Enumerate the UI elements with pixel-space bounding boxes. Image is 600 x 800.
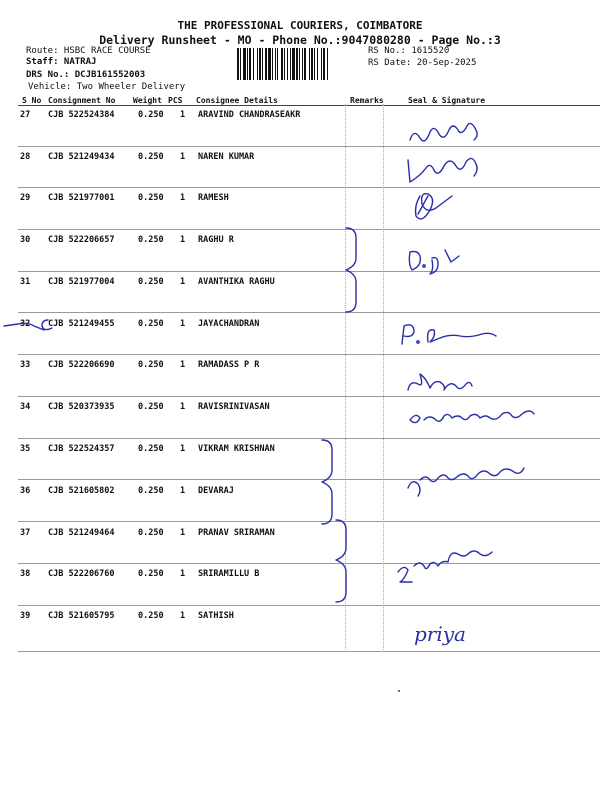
row-consignee: RAMADASS P R [198, 360, 260, 370]
row-sno: 38 [20, 569, 31, 579]
row-pcs: 1 [180, 611, 186, 621]
signature-row-39: priya [414, 622, 466, 646]
signature-row-32 [402, 325, 496, 344]
row-sno: 27 [20, 110, 31, 120]
row-weight: 0.250 [138, 528, 164, 538]
signature-row-29 [416, 194, 453, 219]
row-consignment: CJB 521249434 [48, 152, 115, 162]
row-consignee: RAVISRINIVASAN [198, 402, 270, 412]
row-sno: 34 [20, 402, 31, 412]
col-consignee-header: Consignee Details [196, 96, 278, 105]
row-pcs: 1 [180, 152, 186, 162]
signature-row-33 [408, 374, 472, 390]
row-weight: 0.250 [138, 444, 164, 454]
brace-rows-35-36 [322, 440, 332, 524]
row-consignee: SRIRAMILLU B [198, 569, 260, 579]
row-consignee: AVANTHIKA RAGHU [198, 277, 275, 287]
row-sno: 32 [20, 319, 31, 329]
col-weight-header: Weight [133, 96, 162, 105]
signature-row-35-36 [408, 468, 524, 496]
row-consignee: RAGHU R [198, 235, 234, 245]
row-consignment: CJB 520373935 [48, 402, 115, 412]
row-pcs: 1 [180, 444, 186, 454]
row-pcs: 1 [180, 569, 186, 579]
row-consignee: NAREN KUMAR [198, 152, 255, 162]
row-weight: 0.250 [138, 235, 164, 245]
col-remarks-header: Remarks [350, 96, 384, 105]
row-weight: 0.250 [138, 569, 164, 579]
signature-row-30 [409, 250, 459, 274]
row-pcs: 1 [180, 528, 186, 538]
route-label: Route: HSBC RACE COURSE [26, 46, 151, 56]
col-seal-header: Seal & Signature [408, 96, 486, 105]
row-consignment: CJB 522524357 [48, 444, 115, 454]
col-consignment-header: Consignment No [48, 96, 116, 105]
staff-label: Staff: NATRAJ [26, 57, 97, 67]
row-weight: 0.250 [138, 277, 164, 287]
row-consignment: CJB 521605795 [48, 611, 115, 621]
row-consignment: CJB 522206690 [48, 360, 115, 370]
row-pcs: 1 [180, 486, 186, 496]
row-pcs: 1 [180, 319, 186, 329]
row-consignment: CJB 521249455 [48, 319, 115, 329]
row-consignee: RAMESH [198, 193, 229, 203]
row-consignment: CJB 521977001 [48, 193, 115, 203]
tick-row-32 [4, 320, 52, 330]
row-weight: 0.250 [138, 152, 164, 162]
row-pcs: 1 [180, 110, 186, 120]
signature-row-34 [410, 411, 534, 423]
row-weight: 0.250 [138, 611, 164, 621]
brace-rows-37-38 [336, 520, 346, 602]
row-consignment: CJB 521605802 [48, 486, 115, 496]
row-consignment: CJB 522206760 [48, 569, 115, 579]
stray-dot [398, 690, 400, 692]
row-weight: 0.250 [138, 110, 164, 120]
row-consignee: JAYACHANDRAN [198, 319, 260, 329]
row-consignee: VIKRAM KRISHNAN [198, 444, 275, 454]
row-weight: 0.250 [138, 193, 164, 203]
row-weight: 0.250 [138, 360, 164, 370]
row-weight: 0.250 [138, 402, 164, 412]
row-sno: 36 [20, 486, 31, 496]
row-pcs: 1 [180, 360, 186, 370]
row-consignment: CJB 522524384 [48, 110, 115, 120]
row-sno: 35 [20, 444, 31, 454]
runsheet-subtitle: Delivery Runsheet - MO - Phone No.:9047080280 - Page No.:3 [99, 33, 501, 47]
signature-row-37-38 [398, 551, 492, 582]
row-pcs: 1 [180, 402, 186, 412]
signature-row-27 [410, 123, 477, 140]
row-sno: 33 [20, 360, 31, 370]
row-consignment: CJB 521249464 [48, 528, 115, 538]
row-consignee: ARAVIND CHANDRASEAKR [198, 110, 301, 120]
rs-number: RS No.: 1615520 [368, 46, 450, 56]
drs-number: DRS No.: DCJB161552003 [26, 70, 146, 80]
col-pcs-header: PCS [168, 96, 183, 105]
row-pcs: 1 [180, 193, 186, 203]
row-sno: 39 [20, 611, 31, 621]
signature-row-28 [408, 158, 477, 182]
col-sno-header: S No [22, 96, 42, 105]
row-sno: 37 [20, 528, 31, 538]
row-sno: 30 [20, 235, 31, 245]
brace-rows-30-31 [346, 228, 356, 312]
company-title: THE PROFESSIONAL COURIERS, COIMBATORE [177, 19, 423, 32]
row-pcs: 1 [180, 235, 186, 245]
row-consignment: CJB 522206657 [48, 235, 115, 245]
row-weight: 0.250 [138, 486, 164, 496]
row-sno: 31 [20, 277, 31, 287]
row-consignee: DEVARAJ [198, 486, 234, 496]
row-consignment: CJB 521977004 [48, 277, 115, 287]
row-sno: 28 [20, 152, 31, 162]
row-consignee: PRANAV SRIRAMAN [198, 528, 275, 538]
row-consignee: SATHISH [198, 611, 234, 621]
row-sno: 29 [20, 193, 31, 203]
row-pcs: 1 [180, 277, 186, 287]
rs-date: RS Date: 20-Sep-2025 [368, 58, 477, 68]
vehicle-label: Vehicle: Two Wheeler Delivery [28, 82, 186, 92]
row-weight: 0.250 [138, 319, 164, 329]
